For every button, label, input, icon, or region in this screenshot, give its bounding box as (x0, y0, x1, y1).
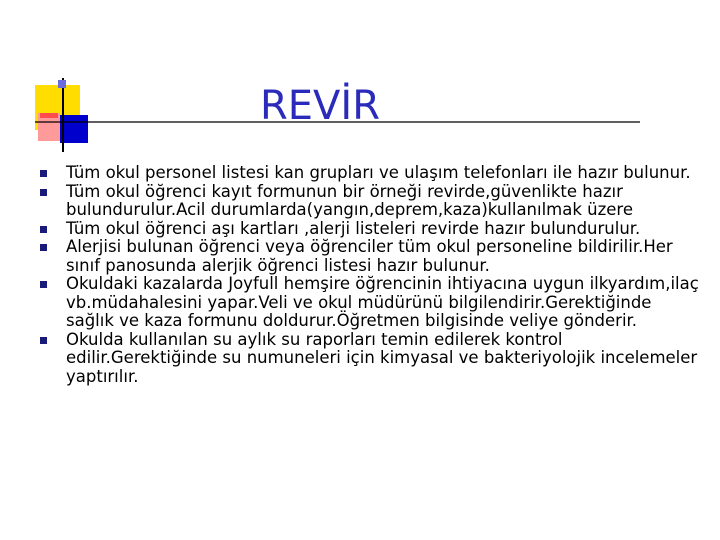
red-square-inner (40, 113, 58, 118)
list-item (40, 238, 700, 275)
list-item-text: Tüm okul öğrenci aşı kartları ,alerji listeleri revirde hazır bulundurulur. (66, 218, 641, 238)
list-item (40, 331, 700, 387)
bullet-list (40, 164, 700, 386)
list-item (40, 275, 700, 331)
list-item-text: Okuldaki kazalarda Joyfull hemşire öğrencinin ihtiyacına uygun ilkyardım,ilaç vb.müdahalesini yapar.Veli ve okul müdürünü bilgilendirir.Gerektiğinde sağlık ve kaza formunu doldurur.Öğretmen bilgisinde veliye gönderir. (66, 274, 699, 330)
list-item-text: Tüm okul personel listesi kan grupları ve ulaşım telefonları ile hazır bulunur. (66, 163, 691, 182)
square-bullet-icon (40, 244, 47, 251)
list-item-text: Tüm okul öğrenci kayıt formunun bir örneği revirde,güvenlikte hazır bulundurulur.Acil durumlarda(yangın,deprem,kaza)kullanılmak üzere (66, 181, 634, 219)
blue-accent (58, 80, 66, 88)
list-item (40, 164, 700, 183)
square-bullet-icon (40, 170, 47, 177)
list-item-text: Okulda kullanılan su aylık su raporları temin edilerek kontrol edilir.Gerektiğinde su numuneleri için kimyasal ve bakteriyolojik incelemeler yaptırılır. (66, 329, 698, 386)
square-bullet-icon (40, 226, 47, 233)
slide-title: REVİR (259, 83, 381, 129)
list-item (40, 183, 700, 220)
square-bullet-icon (40, 189, 47, 196)
list-item (40, 220, 700, 239)
square-bullet-icon (40, 337, 47, 344)
blue-square (60, 115, 88, 143)
list-item-text: Alerjisi bulunan öğrenci veya öğrenciler tüm okul personeline bildirilir.Her sınıf panosunda alerjik öğrenci listesi hazır bulunur. (66, 237, 673, 275)
square-bullet-icon (40, 281, 47, 288)
